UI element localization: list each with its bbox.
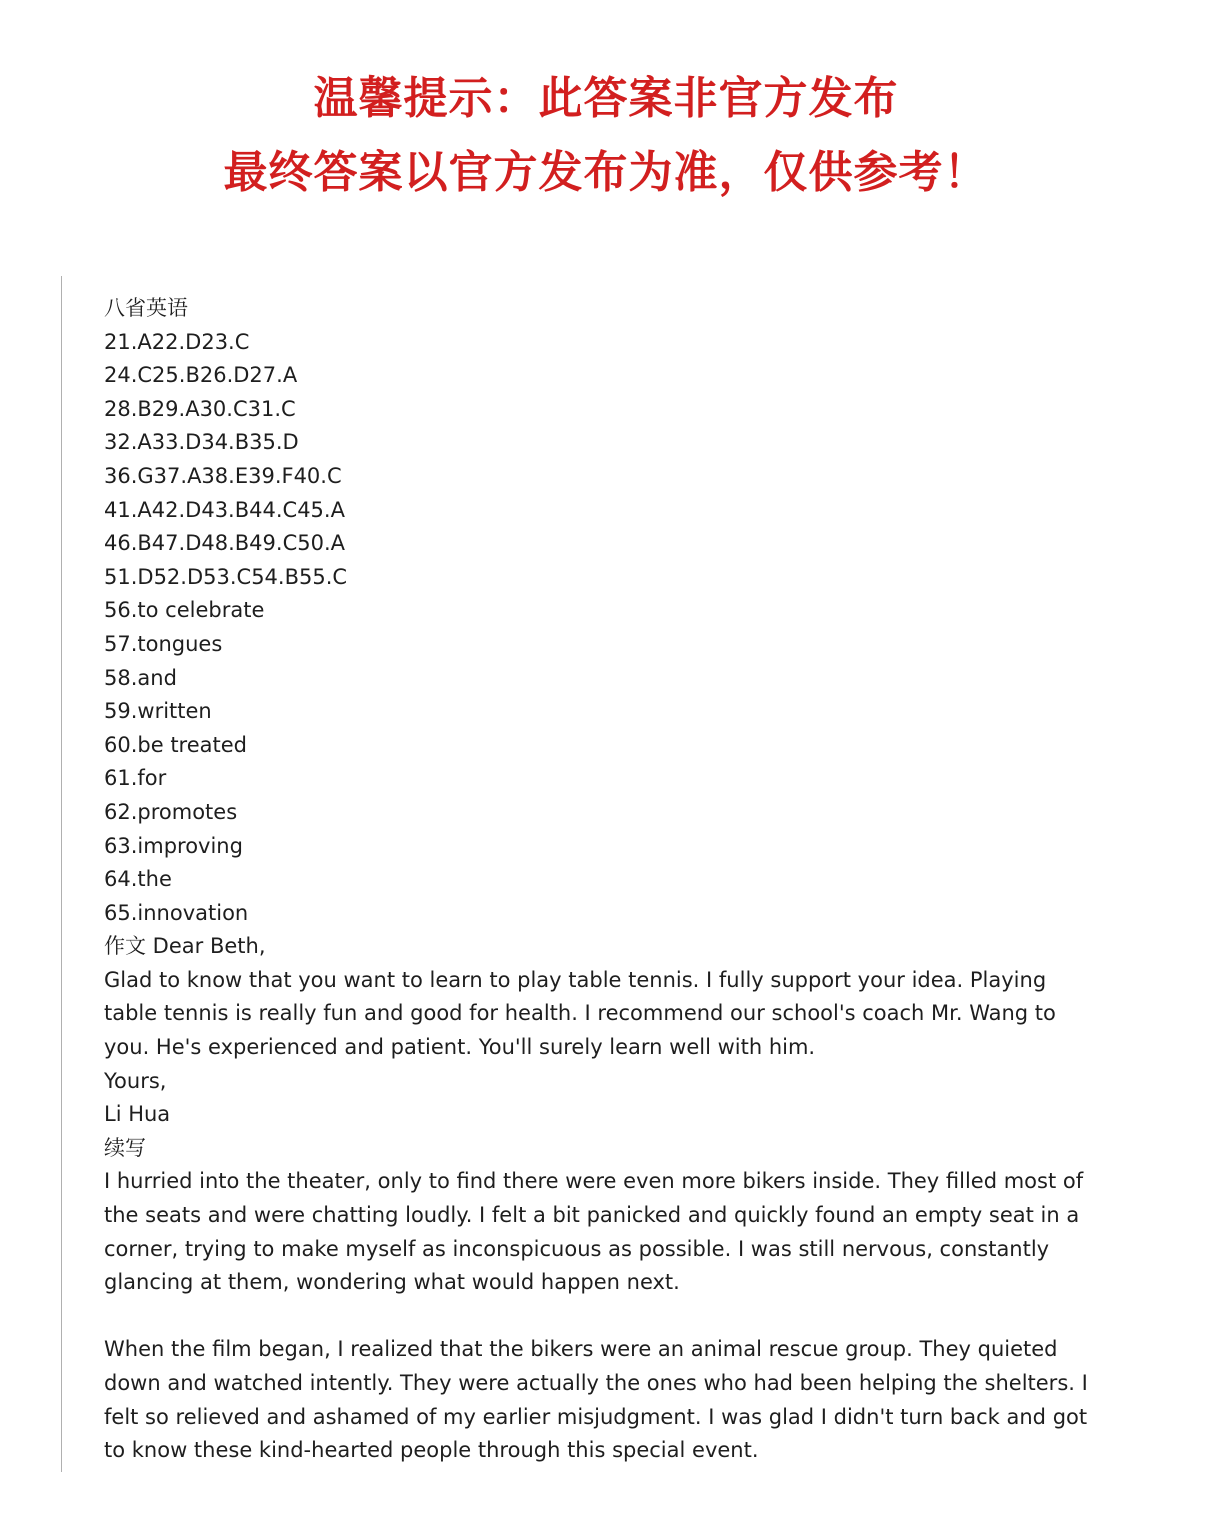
fill-line: 63.improving — [104, 833, 243, 858]
notice-line-2: 最终答案以官方发布为准，仅供参考！ — [223, 147, 989, 198]
notice-line-1: 温馨提示：此答案非官方发布 — [313, 73, 899, 124]
choice-line: 46.B47.D48.B49.C50.A — [104, 531, 345, 556]
fill-line: 58.and — [104, 665, 177, 690]
fill-line: 61.for — [104, 766, 167, 791]
fill-in-answers — [104, 594, 1104, 930]
answer-document — [104, 292, 1104, 1468]
fill-line: 62.promotes — [104, 799, 238, 824]
choice-line: 32.A33.D34.B35.D — [104, 430, 299, 455]
fill-line: 56.to celebrate — [104, 598, 265, 623]
fill-line: 57.tongues — [104, 631, 223, 656]
continuation-paragraph-1: I hurried into the theater, only to find there were even more bikers inside. They filled most of the seats and were chatting loudly. I felt a bit panicked and quickly found an empty seat in a corner, trying to make myself as inconspicuous as possible. I was still nervous, constantly glancing at them, wondering what would happen next. — [104, 1169, 1084, 1295]
fill-line: 59.written — [104, 699, 212, 724]
choice-line: 24.C25.B26.D27.A — [104, 363, 298, 388]
paragraph-gap — [104, 1300, 1104, 1334]
choice-line: 41.A42.D43.B44.C45.A — [104, 497, 345, 522]
essay-signature: Li Hua — [104, 1102, 171, 1127]
fill-line: 60.be treated — [104, 732, 248, 757]
continuation-paragraph-2: When the film began, I realized that the bikers were an animal rescue group. They quieted down and watched intently. They were actually the ones who had been helping the shelters. I felt so relieved and ashamed of my earlier misjudgment. I was glad I didn't turn back and got to know these kind-hearted people through this special event. — [104, 1337, 1088, 1463]
continuation-heading: 续写 — [104, 1135, 146, 1160]
essay-closing: Yours, — [104, 1068, 167, 1093]
fill-line: 64.the — [104, 867, 172, 892]
essay-salutation: 作文 Dear Beth, — [104, 934, 266, 959]
essay-body: Glad to know that you want to learn to play table tennis. I fully support your idea. Playing table tennis is really fun and good for health. I recommend our school's coach Mr. Wang to you. He's experienced and patient. You'll surely learn well with him. — [104, 967, 1056, 1060]
choice-line: 28.B29.A30.C31.C — [104, 396, 296, 421]
choice-line: 21.A22.D23.C — [104, 329, 250, 354]
choice-line: 51.D52.D53.C54.B55.C — [104, 564, 348, 589]
choice-answers — [104, 326, 1104, 595]
section-heading-english: 八省英语 — [104, 296, 188, 320]
left-border-rule — [61, 276, 62, 1472]
choice-line: 36.G37.A38.E39.F40.C — [104, 463, 342, 488]
fill-line: 65.innovation — [104, 900, 249, 925]
